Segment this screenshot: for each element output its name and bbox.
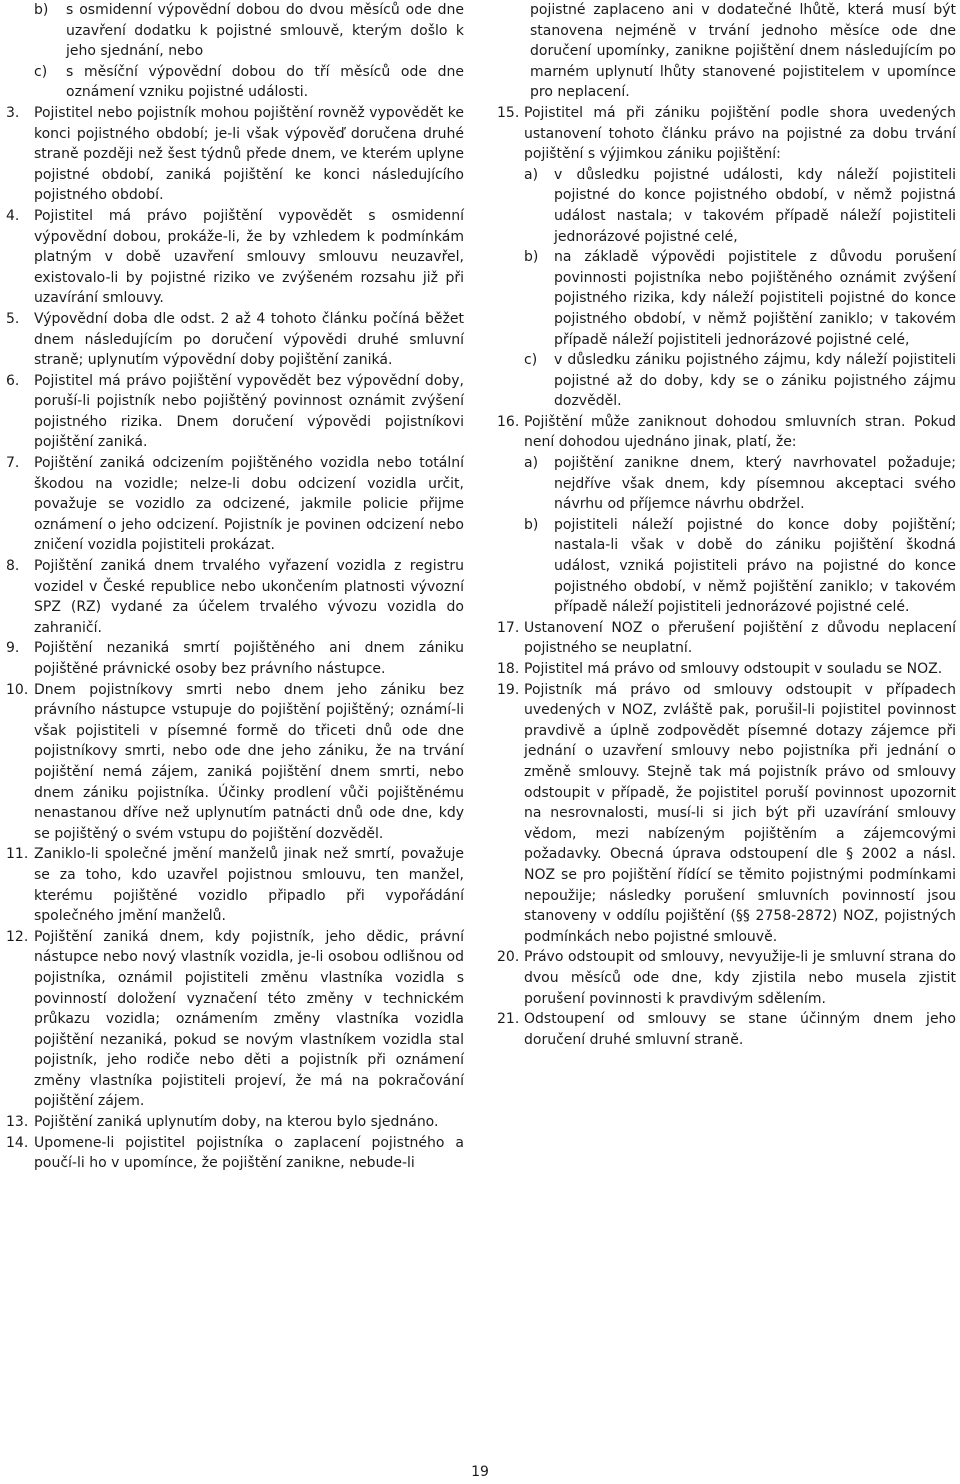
item-text: pojištění zanikne dnem, který navrhovatel požaduje; nejdříve však dnem, kdy písemnou akceptaci svého návrhu od příjemce návrhu obdržel. — [554, 455, 956, 513]
item-number: b) — [524, 516, 539, 533]
list-item — [6, 1133, 464, 1174]
item-text: Pojistitel má právo pojištění vypovědět bez výpovědní doby, poruší-li pojistník nebo pojištěný povinnost oznámit zvýšení pojistného rizika. Dnem doručení výpovědi pojistníkovi pojištění zaniká. — [34, 372, 464, 451]
item-number: 4. — [6, 207, 20, 224]
list-subitem — [497, 350, 956, 412]
list-subitem — [497, 247, 956, 350]
left-column — [6, 0, 464, 1174]
item-text: v důsledku zániku pojistného zájmu, kdy náleží pojistiteli pojistné až do doby, kdy se o zániku pojistného zájmu dozvěděl. — [554, 352, 956, 410]
list-item — [497, 947, 956, 1009]
item-text: s osmidenní výpovědní dobou do dvou měsíců ode dne uzavření dodatku k pojistné smlouvě, kterým došlo k jeho sjednání, nebo — [66, 2, 464, 60]
item-number: 20. — [497, 949, 520, 966]
item-text: pojistiteli náleží pojistné do konce doby pojištění; nastala-li však v době do zániku pojištění škodná událost, vzniká pojistiteli právo na pojistné do konce pojistného období, v němž pojištění zaniklo; v takovém případě náleží pojistiteli jednorázové pojistné celé. — [554, 516, 956, 616]
item-text: Pojistník má právo od smlouvy odstoupit v případech uvedených v NOZ, zvláště pak, porušil-li pojistitel povinnost pravdivě a úplně zodpovědět písemné dotazy zájemce při jednání o uzavření smlouvy nebo pojistníka při jednání o změně smlouvy. Stejně tak má pojistník právo od smlouvy odstoupit v případě, že pojistitel poruší povinnost upozornit na nesrovnalosti, musí-li si jich být při uzavírání smlouvy vědom, mezi nabízeným pojištěním a zájemcovými požadavky. Obecná úprava odstoupení dle § 2002 a násl. NOZ se pro pojištění řídící se těmito pojistnými podmínkami nepoužije; následky porušení smluvních povinností jsou stanoveny v oddílu pojištění (§§ 2758-2872) NOZ, pojistných podmínkách nebo pojistné smlouvě. — [524, 681, 956, 945]
item-number: 9. — [6, 640, 20, 657]
item-number: c) — [34, 63, 48, 80]
item-text: na základě výpovědi pojistitele z důvodu porušení povinnosti pojistníka nebo pojištěného oznámit zvýšení pojistného rizika, kdy náleží pojistiteli pojistné do konce pojistného období, v němž pojištění zaniklo; v takovém případě náleží pojistiteli jednorázové pojistné celé, — [554, 249, 956, 348]
list-item — [6, 1112, 464, 1133]
item-number: 15. — [497, 104, 520, 121]
item-number: 18. — [497, 661, 520, 677]
list-item — [6, 680, 464, 845]
item-number: 10. — [6, 681, 29, 698]
item-number: a) — [524, 455, 539, 472]
item-number: 19. — [497, 681, 520, 698]
item-number: 7. — [6, 455, 20, 472]
item-text: Pojištění zaniká odcizením pojištěného vozidla nebo totální škodou na vozidle; nelze-li dobu odcizení vozidla určit, považuje se vozidlo za odcizené, jakmile policie přijme oznámení o jeho odcizení. Pojistník je povinen odcizení nebo zničení vozidla pojistiteli prokázat. — [34, 455, 464, 554]
item-number: 13. — [6, 1114, 29, 1131]
list-item — [6, 556, 464, 638]
item-number: 16. — [497, 413, 520, 430]
list-item — [6, 103, 464, 206]
item-text: Pojištění nezaniká smrtí pojištěného ani dnem zániku pojištěné právnické osoby bez právního nástupce. — [34, 640, 464, 677]
list-item — [6, 927, 464, 1112]
item-text: Ustanovení NOZ o přerušení pojištění z důvodu neplacení pojistného se neuplatní. — [524, 619, 956, 657]
list-subitem — [497, 515, 956, 618]
item-number: 11. — [6, 846, 29, 863]
item-text: s měsíční výpovědní dobou do tří měsíců ode dne oznámení vzniku pojistné události. — [66, 63, 464, 101]
item-text: v důsledku pojistné události, kdy náleží pojistiteli pojistné do konce pojistného období, v němž pojistná událost nastala; v takovém případě náleží pojistiteli jednorázové pojistné celé, — [554, 166, 956, 245]
item-text: Pojistitel má právo pojištění vypovědět s osmidenní výpovědní dobou, prokáže-li, že by vzhledem k podmínkám platným v době uzavření smlouvy smlouvu neuzavřel, existovalo-li by pojistné riziko ve zvýšeném rozsahu již při uzavírání smlouvy. — [34, 207, 464, 307]
item-text: Právo odstoupit od smlouvy, nevyužije-li je smluvní strana do dvou měsíců ode dne, kdy zjistila nebo musela zjistit porušení povinnosti k pravdivým sdělením. — [524, 949, 956, 1007]
list-subitem — [6, 62, 464, 103]
item-text: Odstoupení od smlouvy se stane účinným dnem jeho doručení druhé smluvní straně. — [524, 1011, 956, 1048]
item-number: c) — [524, 352, 538, 369]
right-column — [497, 0, 956, 1050]
list-item — [497, 103, 956, 165]
item-number: 12. — [6, 928, 29, 945]
list-item — [497, 412, 956, 453]
item-text: Výpovědní doba dle odst. 2 až 4 tohoto článku počíná běžet dnem následujícím po doručení výpovědi druhé smluvní straně; uplynutím výpovědní doby pojištění zaniká. — [34, 310, 464, 369]
item-number: 8. — [6, 558, 20, 575]
item-number: 3. — [6, 104, 20, 121]
item-text: Pojistitel má při zániku pojištění podle shora uvedených ustanovení tohoto článku právo na pojistné za dobu trvání pojištění s výjimkou zániku pojištění: — [524, 104, 956, 163]
item-text: Pojistitel má právo od smlouvy odstoupit v souladu se NOZ. — [524, 661, 943, 677]
item-text: Zaniklo-li společné jmění manželů jinak než smrtí, považuje se za toho, kdo uzavřel pojistnou smlouvu, ten manžel, kterému pojištěné vozidlo připadlo při vypořádání společného jmění manželů. — [34, 846, 464, 925]
item-number: 5. — [6, 310, 20, 327]
item-text: pojistné zaplaceno ani v dodatečné lhůtě, která musí být stanovena nejméně v trvání jednoho měsíce ode dne doručení upomínky, zanikne pojištění dnem následujícím po marném uplynutí lhůty stanovené pojistitelem v upomínce pro neplacení. — [530, 2, 956, 101]
list-subitem — [497, 165, 956, 247]
item-number: b) — [524, 249, 539, 266]
item-number: 14. — [6, 1134, 29, 1151]
item-text: Dnem pojistníkovy smrti nebo dnem jeho zániku bez právního nástupce vstupuje do pojištění pojištěný; oznámí-li však pojistiteli v písemné formě do třiceti dnů ode dne pojistníkovy smrti, nebo ode dne jeho zániku, že na trvání pojištění nemá zájem, zaniká pojištění dnem smrti, nebo dnem zániku pojistníka. Účinky prodlení vůči pojištěnému nenastanou dříve než uplynutím patnácti dnů ode dne, kdy se pojištěný o svém vstupu do pojištění dozvěděl. — [34, 681, 464, 842]
list-item — [6, 309, 464, 371]
list-item — [497, 659, 956, 680]
page-number: 19 — [471, 1464, 489, 1480]
item-text: Pojištění zaniká uplynutím doby, na kterou bylo sjednáno. — [34, 1114, 439, 1131]
item-number: 6. — [6, 372, 20, 389]
list-item — [6, 371, 464, 453]
list-item — [6, 453, 464, 556]
list-item — [497, 618, 956, 659]
list-subitem — [497, 453, 956, 515]
list-item — [6, 638, 464, 679]
list-item — [497, 0, 956, 103]
list-item — [6, 206, 464, 309]
list-item — [497, 680, 956, 948]
item-text: Pojistitel nebo pojistník mohou pojištění rovněž vypovědět ke konci pojistného období; je-li však výpověď doručena druhé straně později než šest týdnů přede dnem, ve kterém uplyne pojistné období, zaniká pojištění ke konci následujícího pojistného období. — [34, 104, 464, 204]
item-number: 17. — [497, 619, 520, 636]
item-text: Pojištění může zaniknout dohodou smluvních stran. Pokud není dohodou ujednáno jinak, platí, že: — [524, 413, 956, 451]
list-item — [6, 844, 464, 926]
item-text: Upomene-li pojistitel pojistníka o zaplacení pojistného a poučí-li ho v upomínce, že pojištění zanikne, nebude-li — [34, 1134, 464, 1172]
item-number: a) — [524, 166, 539, 183]
list-subitem — [6, 0, 464, 62]
list-item — [497, 1009, 956, 1050]
item-number: 21. — [497, 1011, 520, 1028]
item-text: Pojištění zaniká dnem trvalého vyřazení vozidla z registru vozidel v České republice nebo ukončením platnosti vývozní SPZ (RZ) vydané za účelem trvalého vývozu vozidla do zahraničí. — [34, 558, 464, 636]
item-number: b) — [34, 2, 49, 18]
item-text: Pojištění zaniká dnem, kdy pojistník, jeho dědic, právní nástupce nebo nový vlastník vozidla, je-li osobou odlišnou od pojistníka, oznámil pojistiteli změnu vlastníka vozidla s povinností doložení vyznačení této změny v technickém průkazu vozidla; oznámením změny vlastníka vozidla pojištění nezaniká, pokud se novým vlastníkem vozidla stal pojistník, jeho rodiče nebo děti a pojistník při oznámení změny vlastníka pojistiteli projeví, že má na pokračování pojištění zájem. — [34, 928, 464, 1110]
